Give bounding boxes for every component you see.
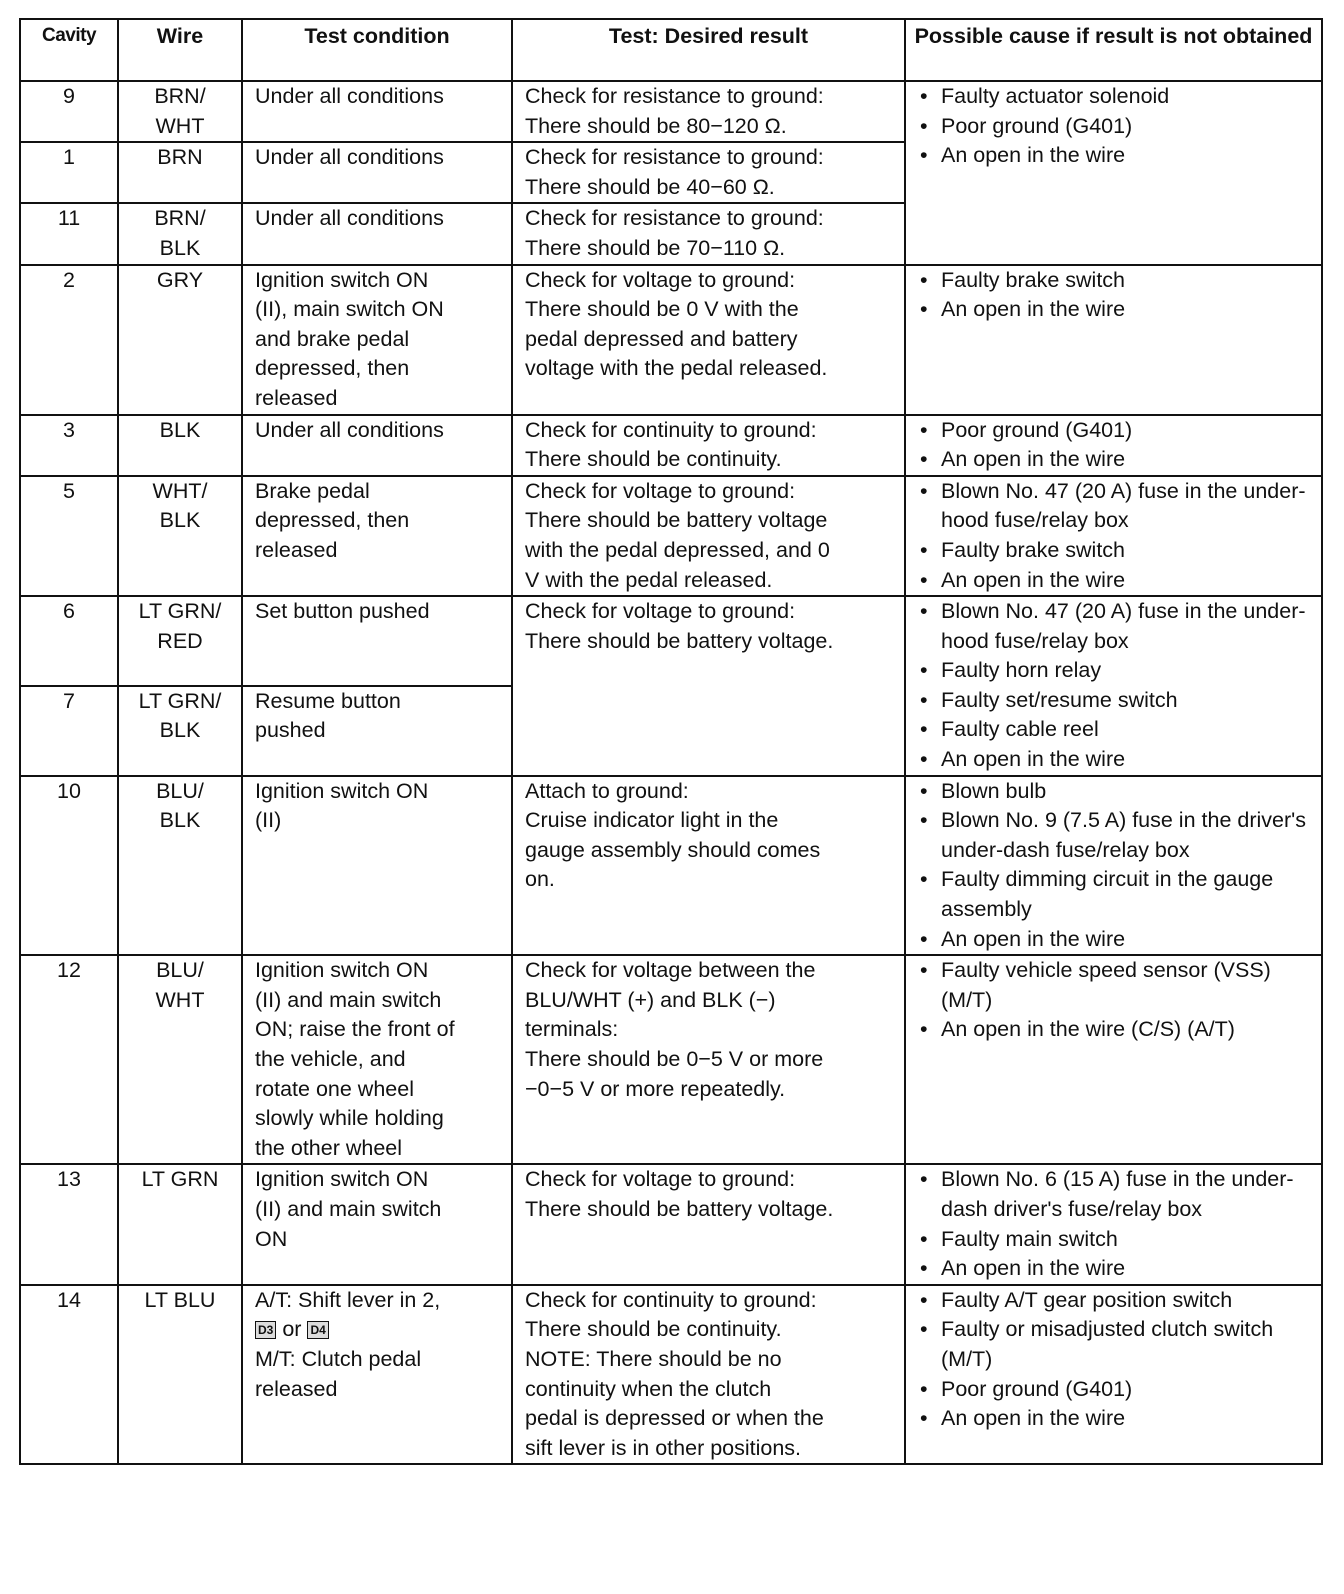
cause-item: • An open in the wire — [918, 141, 1313, 171]
cause-item: • An open in the wire — [918, 566, 1313, 596]
condition-cell: Under all conditions — [242, 142, 512, 203]
cavity-cell: 10 — [20, 776, 118, 956]
cause-item: • Blown No. 9 (7.5 A) fuse in the driver's under-dash fuse/relay box — [918, 806, 1313, 865]
cause-item: • Blown No. 6 (15 A) fuse in the under-dash driver's fuse/relay box — [918, 1165, 1313, 1224]
wire-cell: BLU/ BLK — [118, 776, 242, 956]
cause-item: • Faulty set/resume switch — [918, 686, 1313, 716]
cause-item: • Faulty or misadjusted clutch switch (M/T) — [918, 1315, 1313, 1374]
header-cavity: Cavity — [20, 19, 118, 81]
wire-cell: BRN/ BLK — [118, 203, 242, 264]
cavity-cell: 9 — [20, 81, 118, 142]
condition-cell: Brake pedal depressed, then released — [242, 476, 512, 596]
condition-cell: Under all conditions — [242, 81, 512, 142]
cause-list — [918, 477, 1313, 595]
cause-list — [918, 956, 1313, 1045]
header-desired-result: Test: Desired result — [512, 19, 905, 81]
table-row-cavity-9 — [20, 81, 1322, 142]
d4-position-icon: D4 — [307, 1321, 328, 1339]
cause-item: • Faulty vehicle speed sensor (VSS) (M/T) — [918, 956, 1313, 1015]
condition-cell: Ignition switch ON (II), main switch ON and brake pedal depressed, then released — [242, 265, 512, 415]
wire-cell: LT GRN/ RED — [118, 596, 242, 686]
table-row-cavity-13 — [20, 1164, 1322, 1284]
result-cell: Check for resistance to ground: There should be 80−120 Ω. — [512, 81, 905, 142]
cavity-cell: 5 — [20, 476, 118, 596]
cause-item: • Faulty main switch — [918, 1225, 1313, 1255]
cause-item: • Blown No. 47 (20 A) fuse in the under-hood fuse/relay box — [918, 477, 1313, 536]
cause-item: • Blown No. 47 (20 A) fuse in the under-hood fuse/relay box — [918, 597, 1313, 656]
cavity-cell: 1 — [20, 142, 118, 203]
wire-cell: BRN/ WHT — [118, 81, 242, 142]
cause-item: • An open in the wire — [918, 295, 1313, 325]
cause-cell — [905, 955, 1322, 1164]
cause-item: • Faulty brake switch — [918, 266, 1313, 296]
cause-item: • Faulty A/T gear position switch — [918, 1286, 1313, 1316]
wire-cell: GRY — [118, 265, 242, 415]
cause-list — [918, 1286, 1313, 1434]
cause-cell — [905, 81, 1322, 265]
condition-cell: Under all conditions — [242, 203, 512, 264]
cause-list — [918, 266, 1313, 325]
condition-cell: Resume button pushed — [242, 686, 512, 776]
cavity-cell: 13 — [20, 1164, 118, 1284]
cause-item: • Faulty horn relay — [918, 656, 1313, 686]
cause-item: • Poor ground (G401) — [918, 1375, 1313, 1405]
header-row — [20, 19, 1322, 81]
cause-item: • An open in the wire — [918, 1404, 1313, 1434]
wire-cell: BLK — [118, 415, 242, 476]
result-cell: Check for voltage to ground: There should be battery voltage with the pedal depressed, and 0 V with the pedal released. — [512, 476, 905, 596]
cause-list — [918, 82, 1313, 171]
cause-item: • An open in the wire — [918, 745, 1313, 775]
cause-item: • An open in the wire — [918, 925, 1313, 955]
wire-cell: LT GRN — [118, 1164, 242, 1284]
cause-list — [918, 1165, 1313, 1283]
cause-item: • Faulty actuator solenoid — [918, 82, 1313, 112]
cause-item: • Poor ground (G401) — [918, 416, 1313, 446]
result-cell: Check for resistance to ground: There should be 70−110 Ω. — [512, 203, 905, 264]
result-cell: Attach to ground: Cruise indicator light in the gauge assembly should comes on. — [512, 776, 905, 956]
result-cell: Check for voltage to ground: There should be 0 V with the pedal depressed and battery voltage with the pedal released. — [512, 265, 905, 415]
condition-cell: A/T: Shift lever in 2, D3 or D4 M/T: Clutch pedal released — [242, 1285, 512, 1465]
result-cell: Check for resistance to ground: There should be 40−60 Ω. — [512, 142, 905, 203]
cavity-cell: 3 — [20, 415, 118, 476]
table-row-cavity-3 — [20, 415, 1322, 476]
table-row-cavity-2 — [20, 265, 1322, 415]
wire-cell: WHT/ BLK — [118, 476, 242, 596]
cavity-cell: 2 — [20, 265, 118, 415]
header-test-condition: Test condition — [242, 19, 512, 81]
condition-cell: Ignition switch ON (II) — [242, 776, 512, 956]
cause-item: • Faulty brake switch — [918, 536, 1313, 566]
cause-cell — [905, 776, 1322, 956]
header-possible-cause: Possible cause if result is not obtained — [905, 19, 1322, 81]
wire-cell: LT GRN/ BLK — [118, 686, 242, 776]
connector-test-table — [19, 18, 1323, 1465]
cause-list — [918, 777, 1313, 955]
connector-test-table-wrapper — [19, 18, 1321, 1465]
condition-cell: Ignition switch ON (II) and main switch ON — [242, 1164, 512, 1284]
table-row-cavity-12 — [20, 955, 1322, 1164]
cavity-cell: 6 — [20, 596, 118, 686]
cause-item: • Poor ground (G401) — [918, 112, 1313, 142]
cavity-cell: 14 — [20, 1285, 118, 1465]
condition-cell: Under all conditions — [242, 415, 512, 476]
cavity-cell: 7 — [20, 686, 118, 776]
cavity-cell: 11 — [20, 203, 118, 264]
condition-cell: Set button pushed — [242, 596, 512, 686]
table-row-cavity-10 — [20, 776, 1322, 956]
cavity-cell: 12 — [20, 955, 118, 1164]
condition-cell: Ignition switch ON (II) and main switch ON; raise the front of the vehicle, and rotate one wheel slowly while holding the other wheel — [242, 955, 512, 1164]
header-wire: Wire — [118, 19, 242, 81]
cause-item: • Blown bulb — [918, 777, 1313, 807]
result-cell: Check for voltage to ground: There should be battery voltage. — [512, 596, 905, 776]
table-row-cavity-5 — [20, 476, 1322, 596]
table-row-cavity-6 — [20, 596, 1322, 686]
table-row-cavity-14 — [20, 1285, 1322, 1465]
result-cell: Check for voltage to ground: There should be battery voltage. — [512, 1164, 905, 1284]
cause-cell — [905, 1285, 1322, 1465]
cause-cell — [905, 476, 1322, 596]
result-cell: Check for voltage between the BLU/WHT (+) and BLK (−) terminals: There should be 0−5 V or more −0−5 V or more repeatedly. — [512, 955, 905, 1164]
result-cell: Check for continuity to ground: There should be continuity. NOTE: There should be no continuity when the clutch pedal is depressed or when the sift lever is in other positions. — [512, 1285, 905, 1465]
cause-item: • Faulty cable reel — [918, 715, 1313, 745]
wire-cell: BLU/ WHT — [118, 955, 242, 1164]
cause-cell — [905, 1164, 1322, 1284]
cause-item: • An open in the wire — [918, 1254, 1313, 1284]
result-cell: Check for continuity to ground: There should be continuity. — [512, 415, 905, 476]
wire-cell: BRN — [118, 142, 242, 203]
cause-item: • An open in the wire (C/S) (A/T) — [918, 1015, 1313, 1045]
cause-cell — [905, 596, 1322, 776]
d3-position-icon: D3 — [255, 1321, 276, 1339]
cause-cell — [905, 415, 1322, 476]
cause-cell — [905, 265, 1322, 415]
wire-cell: LT BLU — [118, 1285, 242, 1465]
cause-item: • An open in the wire — [918, 445, 1313, 475]
cause-list — [918, 597, 1313, 775]
cause-list — [918, 416, 1313, 475]
cause-item: • Faulty dimming circuit in the gauge assembly — [918, 865, 1313, 924]
